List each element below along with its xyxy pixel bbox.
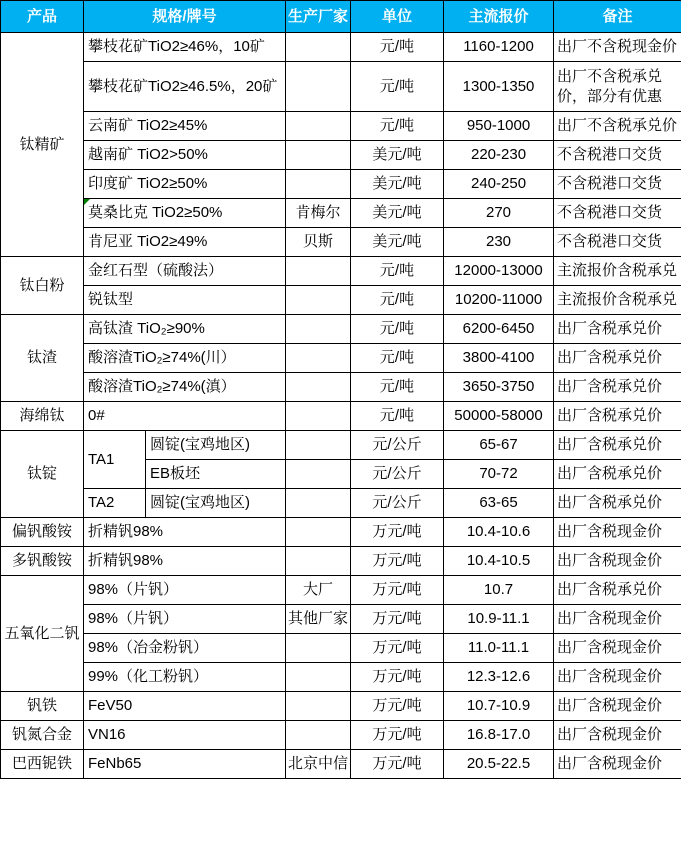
unit-cell: 元/公斤 <box>351 431 444 460</box>
manufacturer-cell <box>286 33 351 62</box>
price-cell: 950-1000 <box>444 112 554 141</box>
remark-cell: 不含税港口交货 <box>554 141 681 170</box>
table-row <box>1 62 681 112</box>
table-row <box>1 344 681 373</box>
table-row <box>1 257 681 286</box>
price-cell: 1160-1200 <box>444 33 554 62</box>
table-row <box>1 750 681 779</box>
unit-cell: 美元/吨 <box>351 228 444 257</box>
unit-cell: 美元/吨 <box>351 199 444 228</box>
remark-cell: 出厂含税现金价 <box>554 692 681 721</box>
price-cell: 10.4-10.6 <box>444 518 554 547</box>
manufacturer-cell <box>286 489 351 518</box>
spec-cell: FeV50 <box>84 692 286 721</box>
spec-cell: FeNb65 <box>84 750 286 779</box>
unit-cell: 元/吨 <box>351 33 444 62</box>
table-row <box>1 170 681 199</box>
remark-cell: 出厂不含税承兑价，部分有优惠 <box>554 62 681 112</box>
manufacturer-cell <box>286 257 351 286</box>
spec-cell: VN16 <box>84 721 286 750</box>
spec-cell: 98%（片钒） <box>84 605 286 634</box>
spec-cell: 折精钒98% <box>84 547 286 576</box>
table-row <box>1 605 681 634</box>
unit-cell: 万元/吨 <box>351 750 444 779</box>
remark-cell: 不含税港口交货 <box>554 170 681 199</box>
price-cell: 12.3-12.6 <box>444 663 554 692</box>
unit-cell: 万元/吨 <box>351 605 444 634</box>
product-cell: 五氧化二钒 <box>1 576 84 692</box>
spec-cell: 印度矿 TiO2≥50% <box>84 170 286 199</box>
table-row <box>1 112 681 141</box>
spec-cell: 金红石型（硫酸法） <box>84 257 286 286</box>
remark-cell: 出厂含税现金价 <box>554 721 681 750</box>
unit-cell: 元/公斤 <box>351 489 444 518</box>
price-cell: 50000-58000 <box>444 402 554 431</box>
price-cell: 11.0-11.1 <box>444 634 554 663</box>
manufacturer-cell: 大厂 <box>286 576 351 605</box>
remark-cell: 出厂含税承兑价 <box>554 373 681 402</box>
spec-cell: 攀枝花矿TiO2≥46.5%，20矿 <box>84 62 286 112</box>
unit-cell: 美元/吨 <box>351 141 444 170</box>
manufacturer-cell <box>286 547 351 576</box>
manufacturer-cell <box>286 460 351 489</box>
table-row <box>1 431 681 460</box>
product-cell: 钒氮合金 <box>1 721 84 750</box>
price-cell: 12000-13000 <box>444 257 554 286</box>
manufacturer-cell: 贝斯 <box>286 228 351 257</box>
spec-cell: 圆锭(宝鸡地区) <box>146 489 286 518</box>
remark-cell: 出厂含税承兑价 <box>554 344 681 373</box>
manufacturer-cell <box>286 518 351 547</box>
remark-cell: 出厂含税现金价 <box>554 634 681 663</box>
table-row <box>1 576 681 605</box>
price-cell: 65-67 <box>444 431 554 460</box>
manufacturer-cell: 北京中信 <box>286 750 351 779</box>
unit-cell: 万元/吨 <box>351 576 444 605</box>
table-row <box>1 141 681 170</box>
spec-cell: 折精钒98% <box>84 518 286 547</box>
product-cell: 巴西铌铁 <box>1 750 84 779</box>
manufacturer-cell <box>286 286 351 315</box>
comment-marker-icon <box>84 199 90 205</box>
price-cell: 240-250 <box>444 170 554 199</box>
remark-cell: 出厂含税现金价 <box>554 750 681 779</box>
header-cell-manufacturer: 生产厂家 <box>286 1 351 33</box>
remark-cell: 出厂含税承兑价 <box>554 576 681 605</box>
unit-cell: 元/公斤 <box>351 460 444 489</box>
spec-cell: 98%（冶金粉钒） <box>84 634 286 663</box>
manufacturer-cell <box>286 112 351 141</box>
manufacturer-cell <box>286 344 351 373</box>
remark-cell: 出厂不含税现金价 <box>554 33 681 62</box>
price-cell: 3800-4100 <box>444 344 554 373</box>
product-cell: 海绵钛 <box>1 402 84 431</box>
manufacturer-cell <box>286 315 351 344</box>
product-cell: 钛白粉 <box>1 257 84 315</box>
spec-cell: 莫桑比克 TiO2≥50% <box>84 199 286 228</box>
product-cell: 钛锭 <box>1 431 84 518</box>
table-row <box>1 547 681 576</box>
price-cell: 10.4-10.5 <box>444 547 554 576</box>
unit-cell: 美元/吨 <box>351 170 444 199</box>
remark-cell: 不含税港口交货 <box>554 228 681 257</box>
spec-cell: 锐钛型 <box>84 286 286 315</box>
remark-cell: 主流报价含税承兑 <box>554 286 681 315</box>
unit-cell: 万元/吨 <box>351 547 444 576</box>
remark-cell: 不含税港口交货 <box>554 199 681 228</box>
remark-cell: 出厂含税承兑价 <box>554 431 681 460</box>
product-cell: 钛渣 <box>1 315 84 402</box>
product-cell: 多钒酸铵 <box>1 547 84 576</box>
table-row <box>1 692 681 721</box>
unit-cell: 万元/吨 <box>351 634 444 663</box>
manufacturer-cell <box>286 721 351 750</box>
spec-cell: 云南矿 TiO2≥45% <box>84 112 286 141</box>
spec-cell: 99%（化工粉钒） <box>84 663 286 692</box>
price-cell: 230 <box>444 228 554 257</box>
table-header-row <box>1 1 681 33</box>
unit-cell: 元/吨 <box>351 373 444 402</box>
table-row <box>1 489 681 518</box>
price-cell: 6200-6450 <box>444 315 554 344</box>
remark-cell: 出厂含税承兑价 <box>554 489 681 518</box>
header-cell-product: 产品 <box>1 1 84 33</box>
spec-cell: 酸溶渣TiO₂≥74%(川） <box>84 344 286 373</box>
unit-cell: 万元/吨 <box>351 663 444 692</box>
unit-cell: 元/吨 <box>351 112 444 141</box>
table-row <box>1 373 681 402</box>
table-row <box>1 634 681 663</box>
manufacturer-cell <box>286 663 351 692</box>
spec-cell: 圆锭(宝鸡地区) <box>146 431 286 460</box>
table-row <box>1 33 681 62</box>
unit-cell: 元/吨 <box>351 315 444 344</box>
price-cell: 10.9-11.1 <box>444 605 554 634</box>
spec-cell: 高钛渣 TiO₂≥90% <box>84 315 286 344</box>
manufacturer-cell <box>286 141 351 170</box>
product-cell: 钛精矿 <box>1 33 84 257</box>
price-cell: 10.7-10.9 <box>444 692 554 721</box>
unit-cell: 万元/吨 <box>351 721 444 750</box>
unit-cell: 元/吨 <box>351 344 444 373</box>
remark-cell: 出厂含税现金价 <box>554 547 681 576</box>
spec-cell: 0# <box>84 402 286 431</box>
manufacturer-cell <box>286 431 351 460</box>
unit-cell: 万元/吨 <box>351 692 444 721</box>
remark-cell: 出厂含税承兑价 <box>554 315 681 344</box>
manufacturer-cell: 其他厂家 <box>286 605 351 634</box>
manufacturer-cell <box>286 402 351 431</box>
manufacturer-cell <box>286 170 351 199</box>
product-cell: 偏钒酸铵 <box>1 518 84 547</box>
price-cell: 63-65 <box>444 489 554 518</box>
price-cell: 3650-3750 <box>444 373 554 402</box>
table-row <box>1 315 681 344</box>
header-cell-remark: 备注 <box>554 1 681 33</box>
price-cell: 1300-1350 <box>444 62 554 112</box>
manufacturer-cell <box>286 692 351 721</box>
header-cell-unit: 单位 <box>351 1 444 33</box>
remark-cell: 出厂不含税承兑价 <box>554 112 681 141</box>
spec-cell: 越南矿 TiO2>50% <box>84 141 286 170</box>
price-cell: 10.7 <box>444 576 554 605</box>
manufacturer-cell <box>286 62 351 112</box>
table-row <box>1 286 681 315</box>
header-cell-price: 主流报价 <box>444 1 554 33</box>
spec-cell: 98%（片钒） <box>84 576 286 605</box>
remark-cell: 出厂含税承兑价 <box>554 402 681 431</box>
table-row <box>1 228 681 257</box>
manufacturer-cell <box>286 634 351 663</box>
spec-cell: 攀枝花矿TiO2≥46%，10矿 <box>84 33 286 62</box>
grade-cell: TA2 <box>84 489 146 518</box>
unit-cell: 万元/吨 <box>351 518 444 547</box>
spec-cell: 酸溶渣TiO₂≥74%(滇） <box>84 373 286 402</box>
price-cell: 270 <box>444 199 554 228</box>
unit-cell: 元/吨 <box>351 286 444 315</box>
spec-cell: 肯尼亚 TiO2≥49% <box>84 228 286 257</box>
remark-cell: 出厂含税现金价 <box>554 663 681 692</box>
spec-cell: EB板坯 <box>146 460 286 489</box>
table-row <box>1 199 681 228</box>
table-row <box>1 518 681 547</box>
table-row <box>1 402 681 431</box>
manufacturer-cell <box>286 373 351 402</box>
price-cell: 20.5-22.5 <box>444 750 554 779</box>
unit-cell: 元/吨 <box>351 62 444 112</box>
price-cell: 10200-11000 <box>444 286 554 315</box>
remark-cell: 出厂含税现金价 <box>554 518 681 547</box>
header-cell-spec: 规格/牌号 <box>84 1 286 33</box>
remark-cell: 主流报价含税承兑 <box>554 257 681 286</box>
price-cell: 16.8-17.0 <box>444 721 554 750</box>
price-cell: 220-230 <box>444 141 554 170</box>
unit-cell: 元/吨 <box>351 257 444 286</box>
product-cell: 钒铁 <box>1 692 84 721</box>
table-row <box>1 721 681 750</box>
remark-cell: 出厂含税现金价 <box>554 605 681 634</box>
table-body <box>1 33 681 779</box>
manufacturer-cell: 肯梅尔 <box>286 199 351 228</box>
price-cell: 70-72 <box>444 460 554 489</box>
grade-cell: TA1 <box>84 431 146 489</box>
remark-cell: 出厂含税承兑价 <box>554 460 681 489</box>
unit-cell: 元/吨 <box>351 402 444 431</box>
table-row <box>1 663 681 692</box>
